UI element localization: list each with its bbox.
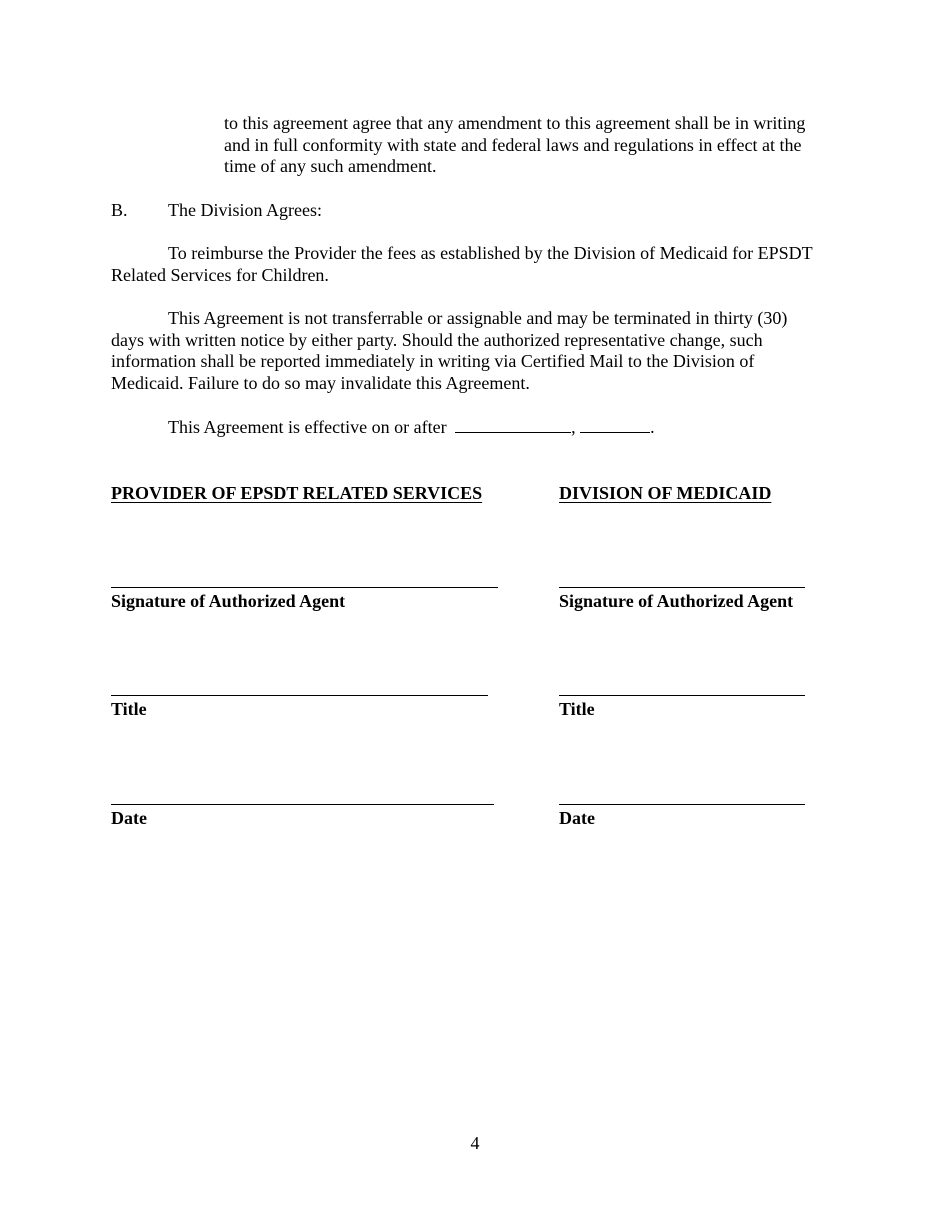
effective-date-comma: , bbox=[571, 417, 576, 437]
effective-year-blank-field[interactable] bbox=[580, 418, 650, 433]
provider-heading: PROVIDER OF EPSDT RELATED SERVICES bbox=[111, 483, 483, 503]
division-signature-line[interactable] bbox=[559, 587, 805, 588]
effective-date-statement bbox=[168, 417, 655, 439]
provider-date-line[interactable] bbox=[111, 804, 494, 805]
termination-line: information shall be reported immediately in writing via Certified Mail to the Division of bbox=[111, 351, 755, 372]
page-number: 4 bbox=[470, 1133, 480, 1153]
provider-date-label: Date bbox=[111, 808, 147, 828]
provider-title-label: Title bbox=[111, 699, 147, 719]
reimburse-line: Related Services for Children. bbox=[111, 264, 329, 285]
continuation-line: time of any such amendment. bbox=[224, 156, 437, 177]
termination-line: This Agreement is not transferrable or assignable and may be terminated in thirty (30) bbox=[168, 308, 788, 328]
termination-line: Medicaid. Failure to do so may invalidate this Agreement. bbox=[111, 372, 530, 393]
division-signature-label: Signature of Authorized Agent bbox=[559, 591, 794, 611]
continuation-line: and in full conformity with state and federal laws and regulations in effect at the bbox=[224, 134, 802, 155]
section-b-heading: The Division Agrees: bbox=[168, 200, 322, 220]
section-b-label: B. bbox=[111, 200, 128, 220]
division-title-label: Title bbox=[559, 699, 595, 719]
continuation-paragraph bbox=[224, 113, 805, 178]
provider-signature-line[interactable] bbox=[111, 587, 498, 588]
termination-line: days with written notice by either party. Should the authorized representative change, such bbox=[111, 329, 763, 350]
division-title-line[interactable] bbox=[559, 695, 805, 696]
effective-date-text: This Agreement is effective on or after bbox=[168, 417, 447, 437]
division-date-line[interactable] bbox=[559, 804, 805, 805]
termination-paragraph bbox=[111, 308, 787, 394]
effective-date-blank-field[interactable] bbox=[455, 418, 571, 433]
effective-date-period: . bbox=[650, 417, 655, 437]
reimburse-paragraph bbox=[111, 243, 813, 286]
provider-signature-label: Signature of Authorized Agent bbox=[111, 591, 346, 611]
division-heading: DIVISION OF MEDICAID bbox=[559, 483, 772, 503]
continuation-line: to this agreement agree that any amendment to this agreement shall be in writing bbox=[224, 113, 806, 133]
division-date-label: Date bbox=[559, 808, 595, 828]
provider-title-line[interactable] bbox=[111, 695, 488, 696]
reimburse-line: To reimburse the Provider the fees as established by the Division of Medicaid for EPSDT bbox=[168, 243, 813, 263]
